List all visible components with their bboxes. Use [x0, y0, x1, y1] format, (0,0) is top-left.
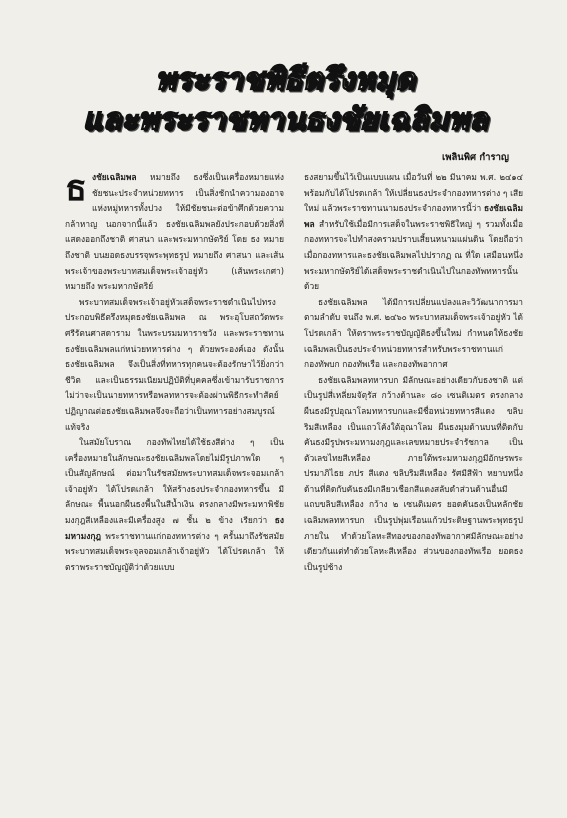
paragraph: [65, 435, 284, 575]
author-byline: เพลินพิศ กำราญ: [441, 152, 509, 163]
bold-term: ธงชัยเฉลิมพล: [304, 203, 523, 229]
paragraph: ธงชัยเฉลิมพลทหารบก มีลักษณะอย่างเดียวกับธงชาติ แต่เป็นรูปสี่เหลี่ยมจัตุรัส กว้างด้านละ ๘๐ เซนติเมตร ตรงกลางผืนธงมีรูปอุณาโลมทหารบกและมีชื่อหน่วยทหารสีแดง ขลิบริมสีเหลือง เป็นแถวโค้งใต้อุณาโลม ผืนธงมุมด้านบนที่ติดกับคันธงมีรูปพระมหามงกุฎและเลขหมายประจำรัชกาล เป็นตัวเลขไทยสีเหลือง ภายใต้พระมหามงกุฎมีอักษรพระปรมาภิไธย ภปร สีแดง ขลิบริมสีเหลือง รัศมีสีฟ้า หยาบหนึ่งด้านที่ติดกับคันธงมีเกลียวเชือกสีแดงสลับดำส่วนด้านอื่นมีแถบขลิบสีเหลือง กว้าง ๒ เซนติเมตร ยอดคันธงเป็นหลักชัยเฉลิมพลทหารบก เป็นรูปพุ่มเรือนแก้วประดิษฐานพระพุทธรูปภายใน ทำด้วยโลหะสีทองของกองทัพอากาศมีลักษณะอย่างเดียวกันแต่ทำด้วยโลหะสีเหลือง ส่วนของกองทัพเรือ ยอดธงเป็นรูปช้าง: [304, 374, 523, 572]
paragraph-text: ในสมัยโบราณ กองทัพไทยได้ใช้ธงสีต่าง ๆ เป็นเครื่องหมายในลักษณะธงชัยเฉลิมพลโดยไม่มีรูปภาพใด ๆ เป็นสัญลักษณ์ ต่อมาในรัชสมัยพระบาทสมเด็จพระจอมเกล้าเจ้าอยู่หัว ได้โปรดเกล้า ให้สร้างธงประจำกองทหารขึ้น มีลักษณะ พื้นนอกผืนธงพื้นในสีน้ำเงิน ตรงกลางมีพระมหาพิชัยมงกุฎสีเหลืองและมีเครื่องสูง ๗ ชั้น ๒ ข้าง เรียกว่า: [65, 437, 284, 526]
paragraph: [65, 170, 284, 295]
paragraph-text: สำหรับใช้เมื่อมีการเสด็จในพระราชพิธีใหญ่ ๆ รวมทั้งเมื่อกองทหารจะไปทำสงครามปราบเสี้ยนหนามแผ่นดิน โดยถือว่าเมื่อกองทหารและธงชัยเฉลิมพลไปปรากฏ ณ ที่ใด เสมือนหนึ่งพระมหากษัตริย์ได้เสด็จพระราชดำเนินไปในกองทัพทหารนั้นด้วย: [304, 218, 523, 292]
title-line-2: และพระราชทานธงชัยเฉลิมพล: [82, 102, 488, 137]
drop-cap: ธ: [65, 170, 87, 209]
paragraph: พระบาทสมเด็จพระเจ้าอยู่หัวเสด็จพระราชดำเนินไปทรงประกอบพิธีตรึงหมุดธงชัยเฉลิมพล ณ พระอุโบสถวัดพระศรีรัตนศาสดาราม ในพระบรมมหาราชวัง และพระราชทานธงชัยเฉลิมพลแก่หน่วยทหารต่าง ๆ ด้วยพระองค์เอง ดังนั้นธงชัยเฉลิมพล จึงเป็นสิ่งที่ทหารทุกคนจะต้องรักษาไว้ยิ่งกว่าชีวิต และเป็นธรรมเนียมปฏิบัติที่บุคคลซึ่งเข้ามารับราชการ ไม่ว่าจะเป็นนายทหารหรือพลทหารจะต้องผ่านพิธีกระทำสัตย์ปฏิญาณต่อธงชัยเฉลิมพลจึงจะถือว่าเป็นทหารอย่างสมบูรณ์แท้จริง: [65, 296, 284, 432]
paragraph-text: ธงสยามขึ้นไว้เป็นแบบแผน เมื่อวันที่ ๒๒ มีนาคม พ.ศ. ๒๔๑๔ พร้อมกับได้โปรดเกล้า ให้เปลี่ยนธงประจำกองทหารต่าง ๆ เสียใหม่ แล้วพระราชทานนามธงประจำกองทหารนี้ว่า: [304, 172, 523, 214]
article-title: [40, 60, 530, 140]
title-line-1: พระราชพิธีตรึงหมุด: [155, 62, 415, 97]
bold-term: ธงมหามงกุฎ: [65, 515, 284, 541]
paragraph: ธงชัยเฉลิมพล ได้มีการเปลี่ยนแปลงและวิวัฒนาการมาตามลำดับ จนถึง พ.ศ. ๒๔๖๐ พระบาทสมเด็จพระเจ้าอยู่หัว ได้โปรดเกล้า ให้ตราพระราชบัญญัติธงขึ้นใหม่ กำหนดให้ธงชัยเฉลิมพลเป็นธงประจำหน่วยทหารสำหรับพระราชทานแก่ กองทัพบก กองทัพเรือ และกองทัพอากาศ: [304, 296, 523, 370]
paragraph-text: หมายถึง ธงซึ่งเป็นเครื่องหมายแห่งชัยชนะประจำหน่วยทหาร เป็นสิ่งชักนำความองอาจแห่งหมู่ทหารทั้งปวง ให้มีชัยชนะต่อข้าศึกด้วยความกล้าหาญ นอกจากนี้แล้ว ธงชัยเฉลิมพลยังประกอบด้วยสิ่งที่แสดงออกถึงชาติ ศาสนา และพระมหากษัตริย์ โดย ธง หมายถึงชาติ บนยอดธงบรรจุพระพุทธรูป หมายถึง ศาสนา และเส้นพระเจ้าของพระบาทสมเด็จพระเจ้าอยู่หัว (เส้นพระเกศา) หมายถึง พระมหากษัตริย์: [65, 172, 284, 292]
right-column: [304, 170, 523, 785]
bold-term: งชัยเฉลิมพล: [91, 172, 137, 182]
paragraph-text: พระราชทานแก่กองทหารต่าง ๆ ครั้นมาถึงรัชสมัยพระบาทสมเด็จพระจุลจอมเกล้าเจ้าอยู่หัว ได้โปรดเกล้า ให้ตราพระราชบัญญัติว่าด้วยแบบ: [65, 530, 284, 572]
paragraph: [304, 170, 523, 295]
left-column: [65, 170, 284, 785]
article-body: [65, 170, 523, 785]
